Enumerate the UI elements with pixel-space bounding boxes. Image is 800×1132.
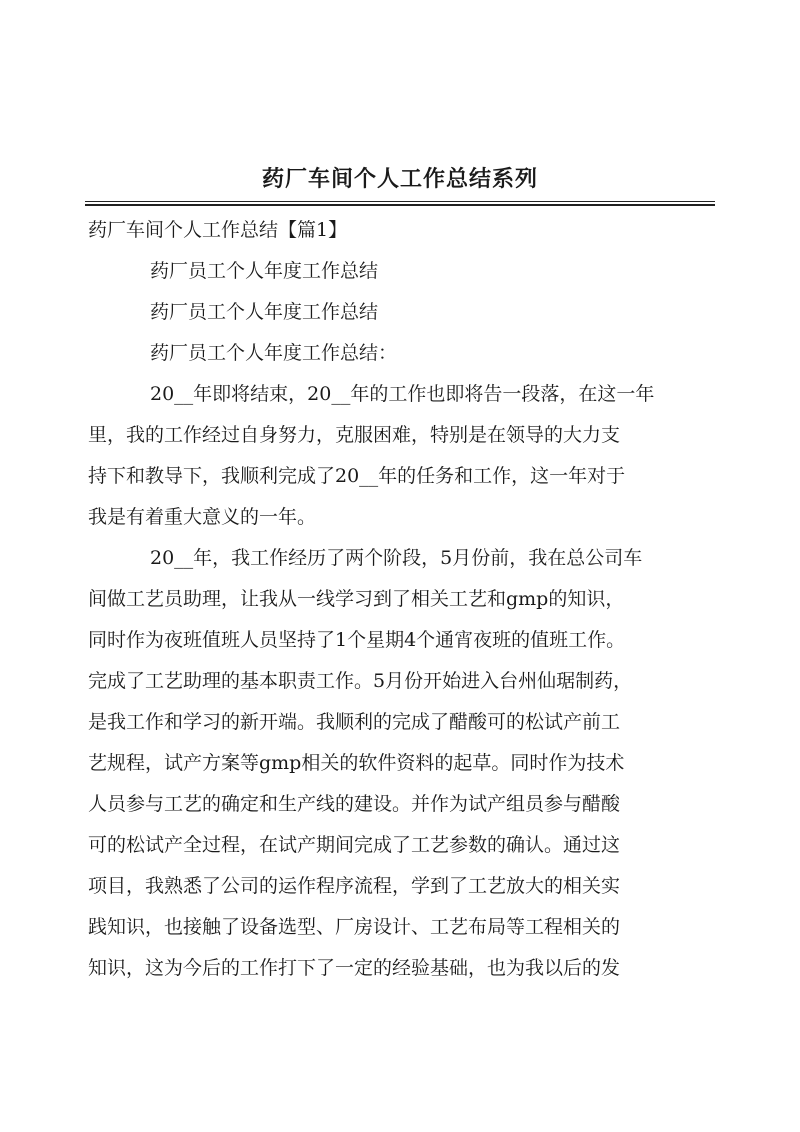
paragraph-1-line: 持下和教导下，我顺利完成了20__年的任务和工作，这一年对于: [88, 465, 626, 487]
paragraph-2-line: 可的松试产全过程，在试产期间完成了工艺参数的确认。通过这: [88, 834, 621, 856]
title-divider-thick: [85, 204, 715, 206]
paragraph-2-line: 间做工艺员助理，让我从一线学习到了相关工艺和gmp的知识，: [88, 588, 625, 610]
section-heading: 药厂车间个人工作总结【篇1】: [88, 219, 348, 241]
paragraph-1-line: 里，我的工作经过自身努力，克服困难，特别是在领导的大力支: [88, 424, 621, 446]
paragraph-1-line: 20__年即将结束，20__年的工作也即将告一段落，在这一年: [150, 383, 655, 405]
subtitle-line-2: 药厂员工个人年度工作总结: [150, 301, 379, 323]
paragraph-2-line: 完成了工艺助理的基本职责工作。5月份开始进入台州仙琚制药，: [88, 670, 633, 692]
subtitle-line-3: 药厂员工个人年度工作总结：: [150, 342, 398, 364]
paragraph-2-line: 同时作为夜班值班人员坚持了1个星期4个通宵夜班的值班工作。: [88, 629, 626, 651]
paragraph-2-line: 项目，我熟悉了公司的运作程序流程，学到了工艺放大的相关实: [88, 875, 621, 897]
document-body: [88, 210, 713, 989]
subtitle-line-1: 药厂员工个人年度工作总结: [150, 260, 379, 282]
paragraph-2-line: 艺规程，试产方案等gmp相关的软件资料的起草。同时作为技术: [88, 752, 625, 774]
paragraph-1-line: 我是有着重大意义的一年。: [88, 506, 317, 528]
paragraph-2-line: 20__年，我工作经历了两个阶段，5月份前，我在总公司车: [150, 547, 643, 569]
title-divider-thin: [85, 201, 715, 202]
paragraph-2: [88, 538, 713, 989]
paragraph-1: [88, 374, 713, 538]
paragraph-2-line: 知识，这为今后的工作打下了一定的经验基础，也为我以后的发: [88, 957, 621, 979]
paragraph-2-line: 是我工作和学习的新开端。我顺利的完成了醋酸可的松试产前工: [88, 711, 621, 733]
paragraph-2-line: 人员参与工艺的确定和生产线的建设。并作为试产组员参与醋酸: [88, 793, 621, 815]
paragraph-2-line: 践知识，也接触了设备选型、厂房设计、工艺布局等工程相关的: [88, 916, 621, 938]
page-title: 药厂车间个人工作总结系列: [261, 166, 538, 192]
